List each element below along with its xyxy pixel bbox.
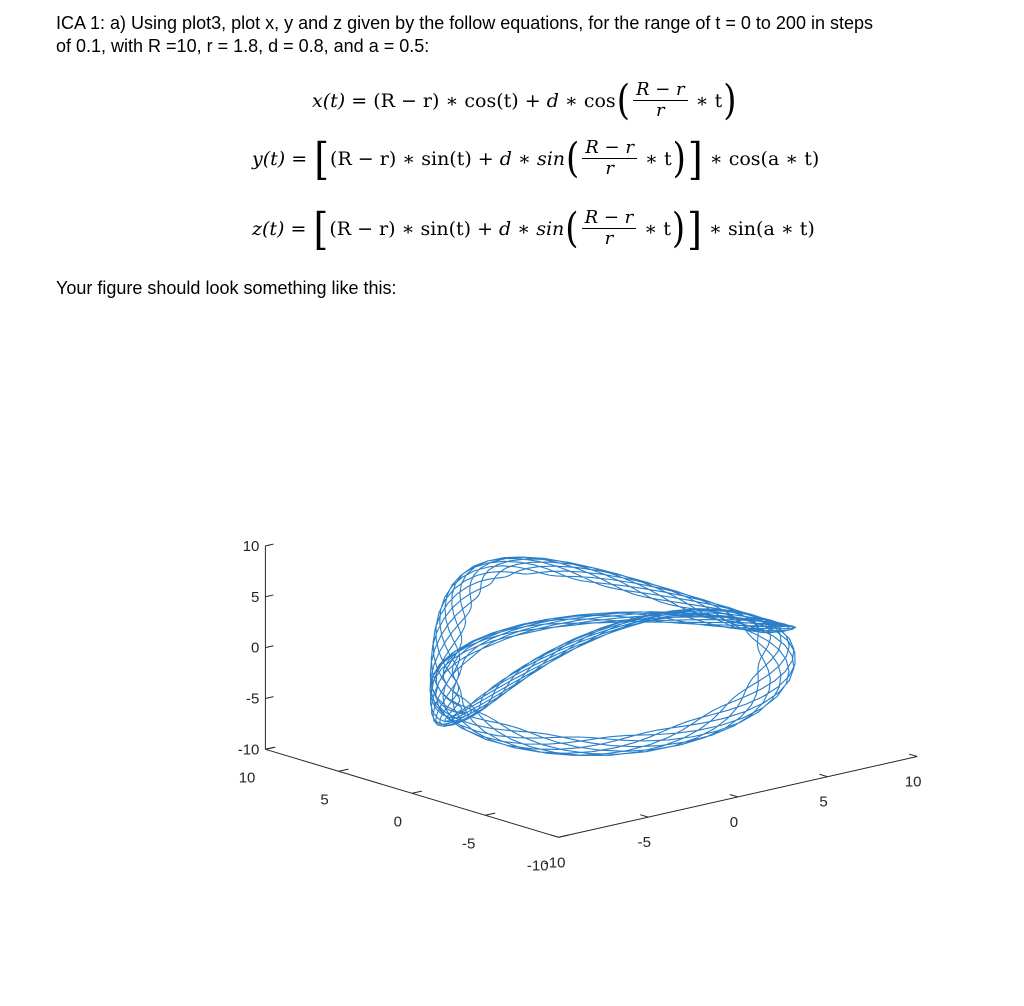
z-tick xyxy=(265,544,273,546)
y-tick-label: -10 xyxy=(526,857,549,875)
z-tick xyxy=(265,595,273,597)
equation-z-d: d xyxy=(499,217,512,240)
y-tick-label: 0 xyxy=(393,813,402,831)
fraction-denominator: r xyxy=(604,228,614,249)
x-tick-label: 10 xyxy=(904,773,922,791)
x-tick-label: 5 xyxy=(819,793,828,811)
equation-y-d: d xyxy=(499,147,512,170)
x-tick xyxy=(819,774,827,776)
equation-x-d: d xyxy=(546,89,559,112)
equation-z-fn: sin xyxy=(536,217,565,240)
close-paren: ) xyxy=(671,204,686,253)
y-tick xyxy=(339,769,349,771)
y-tick-label: 10 xyxy=(238,769,256,787)
x-tick-label: -5 xyxy=(637,834,651,852)
equation-z-body2: ∗ xyxy=(511,217,537,240)
equation-x-body1: (R − r) ∗ cos(t) + xyxy=(373,89,547,112)
equation-y-lhs: y(t) = xyxy=(252,147,314,170)
close-bracket: ] xyxy=(687,203,702,254)
y-tick xyxy=(559,835,569,837)
x-tick xyxy=(640,815,648,817)
equation-y-body2: ∗ xyxy=(511,147,537,170)
y-tick-label: -5 xyxy=(461,835,476,853)
z-tick xyxy=(265,697,273,699)
equation-y-tail: ∗ t xyxy=(638,147,672,170)
x-tick xyxy=(551,835,559,837)
equation-y-fn: sin xyxy=(536,147,566,170)
y-tick xyxy=(485,813,495,815)
equation-x-tail: ∗ t xyxy=(689,89,723,112)
equation-z-body1: (R − r) ∗ sin(t) + xyxy=(329,217,500,240)
equation-z-post: ∗ sin(a ∗ t) xyxy=(702,217,815,240)
z-tick-label: 0 xyxy=(251,639,260,657)
equation-x-lhs: x(t) = xyxy=(312,89,374,112)
prompt-line-2: of 0.1, with R =10, r = 1.8, d = 0.8, and a = 0.5: xyxy=(56,36,430,56)
z-tick-label: -10 xyxy=(237,741,260,759)
fraction-numerator: R − r xyxy=(582,208,637,229)
z-tick-label: 10 xyxy=(242,537,260,555)
x-tick-label: 0 xyxy=(729,813,739,831)
y-tick xyxy=(412,791,422,793)
close-paren: ) xyxy=(723,76,737,125)
z-tick xyxy=(265,646,273,648)
open-bracket: [ xyxy=(314,133,330,184)
fraction-denominator: r xyxy=(605,158,614,179)
z-tick xyxy=(265,747,273,749)
x-tick xyxy=(909,754,917,756)
equation-y-post: ∗ cos(a ∗ t) xyxy=(703,147,820,170)
open-paren: ( xyxy=(565,204,579,253)
curve-line xyxy=(430,557,796,755)
equation-x-body2: ∗ cos xyxy=(558,89,616,112)
y-tick-label: 5 xyxy=(320,791,329,809)
equation-y-body1: (R − r) ∗ sin(t) + xyxy=(330,147,500,170)
close-bracket: ] xyxy=(687,133,703,184)
open-paren: ( xyxy=(566,134,580,183)
fraction-numerator: R − r xyxy=(582,138,637,159)
fraction-numerator: R − r xyxy=(633,80,688,101)
fraction-denominator: r xyxy=(655,100,665,121)
axes-layer xyxy=(238,538,922,874)
z-tick-label: -5 xyxy=(246,690,260,708)
curve-layer xyxy=(430,557,796,755)
figure-caption: Your figure should look something like this: xyxy=(56,278,397,298)
equation-z-tail: ∗ t xyxy=(638,217,671,240)
equation-z-lhs: z(t) = xyxy=(252,217,313,240)
z-tick-label: 5 xyxy=(251,588,260,606)
close-paren: ) xyxy=(672,134,686,183)
open-bracket: [ xyxy=(313,203,329,254)
x-tick-label: -10 xyxy=(543,854,566,872)
open-paren: ( xyxy=(616,76,630,125)
x-tick xyxy=(730,794,738,796)
prompt-line-1: ICA 1: a) Using plot3, plot x, y and z given by the follow equations, for the range of t = 0 to 200 in steps xyxy=(56,13,873,33)
